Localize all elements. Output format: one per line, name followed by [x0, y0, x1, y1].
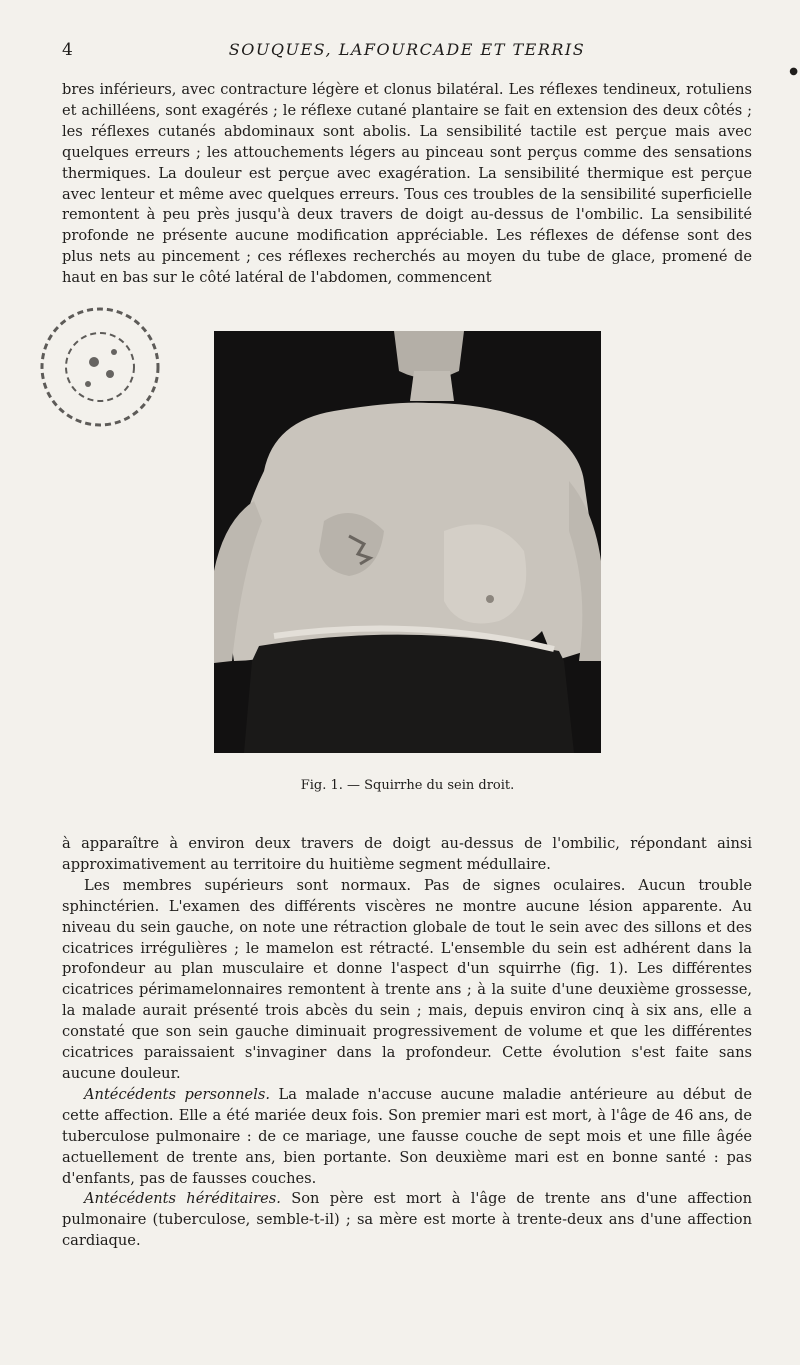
page-header	[62, 40, 752, 68]
figure-photo	[214, 331, 601, 753]
paragraph-personal-history	[62, 1085, 752, 1190]
paragraph-bottom-block	[62, 834, 752, 1252]
paragraph-examination: Les membres supérieurs sont normaux. Pas de signes oculaires. Aucun trouble sphinctérien. L'examen des différents viscères ne montre aucune lésion apparente. Au niveau du sein gauche, on note une rétraction globale de tout le sein avec des sillons et des cicatrices irrégulières ; le mamelon est rétracté. L'ensemble du sein est adhérent dans la profondeur au plan musculaire et donne l'aspect d'un squirrhe (fig. 1). Les différentes cicatrices périmamelonnaires remontent à trente ans ; à la suite d'une deuxième grossesse, la malade aurait présenté trois abcès du sein ; mais, depuis environ cinq à six ans, elle a constaté que son sein gauche diminuait progressivement de volume et que les différentes cicatrices paraissaient s'invaginer dans la profondeur. Cette évolution s'est faite sans aucune douleur.	[62, 876, 752, 1082]
hereditary-history-text: Son père est mort à l'âge de trente ans d'une affection pulmonaire (tuberculose, semble-t-il) ; sa mère est morte à trente-deux ans d'une affection cardiaque.	[62, 1190, 752, 1250]
paragraph-text: bres inférieurs, avec contracture légère et clonus bilatéral. Les réflexes tendineux, rotuliens et achilléens, sont exagérés ; le réflexe cutané plantaire se fait en extension des deux côtés ; les réflexes cutanés abdominaux sont abolis. La sensibilité tactile est perçue mais avec quelques erreurs ; les attouchements légers au pinceau sont perçus comme des sensations thermiques. La douleur est perçue avec exagération. La sensibilité thermique est perçue avec lenteur et même avec quelques erreurs. Tous ces troubles de la sensibilité superficielle remontent à peu près jusqu'à deux travers de doigt au-dessus de l'ombilic. La sensibilité profonde ne présente aucune modification appréciable. Les réflexes de défense sont des plus nets au pincement ; ces réflexes recherchés au moyen du tube de glace, promené de haut en bas sur le côté latéral de l'abdomen, commencent	[62, 81, 752, 287]
section-label-hereditary-history: Antécédents héréditaires.	[84, 1190, 281, 1208]
paragraph-continuation: à apparaître à environ deux travers de doigt au-dessus de l'ombilic, répondant ainsi approximativement au territoire du huitième segment médullaire.	[62, 835, 752, 873]
paragraph-top	[62, 80, 752, 289]
margin-dot: ●	[789, 66, 798, 77]
patient-photograph	[214, 331, 601, 753]
library-stamp	[30, 292, 170, 442]
paragraph-hereditary-history	[62, 1189, 752, 1252]
figure-caption: Fig. 1. — Squirrhe du sein droit.	[300, 778, 515, 793]
section-label-personal-history: Antécédents personnels.	[84, 1085, 270, 1103]
page-number: 4	[62, 40, 73, 60]
running-head: SOUQUES, LAFOURCADE ET TERRIS	[228, 40, 586, 59]
personal-history-text: La malade n'accuse aucune maladie antérieure au début de cette affection. Elle a été mariée deux fois. Son premier mari est mort, à l'âge de 46 ans, de tuberculose pulmonaire : de ce mariage, une fausse couche de sept mois et une fille âgée actuellement de trente ans, bien portante. Son deuxième mari est en bonne santé : pas d'enfants, pas de fausses couches.	[62, 1085, 752, 1187]
